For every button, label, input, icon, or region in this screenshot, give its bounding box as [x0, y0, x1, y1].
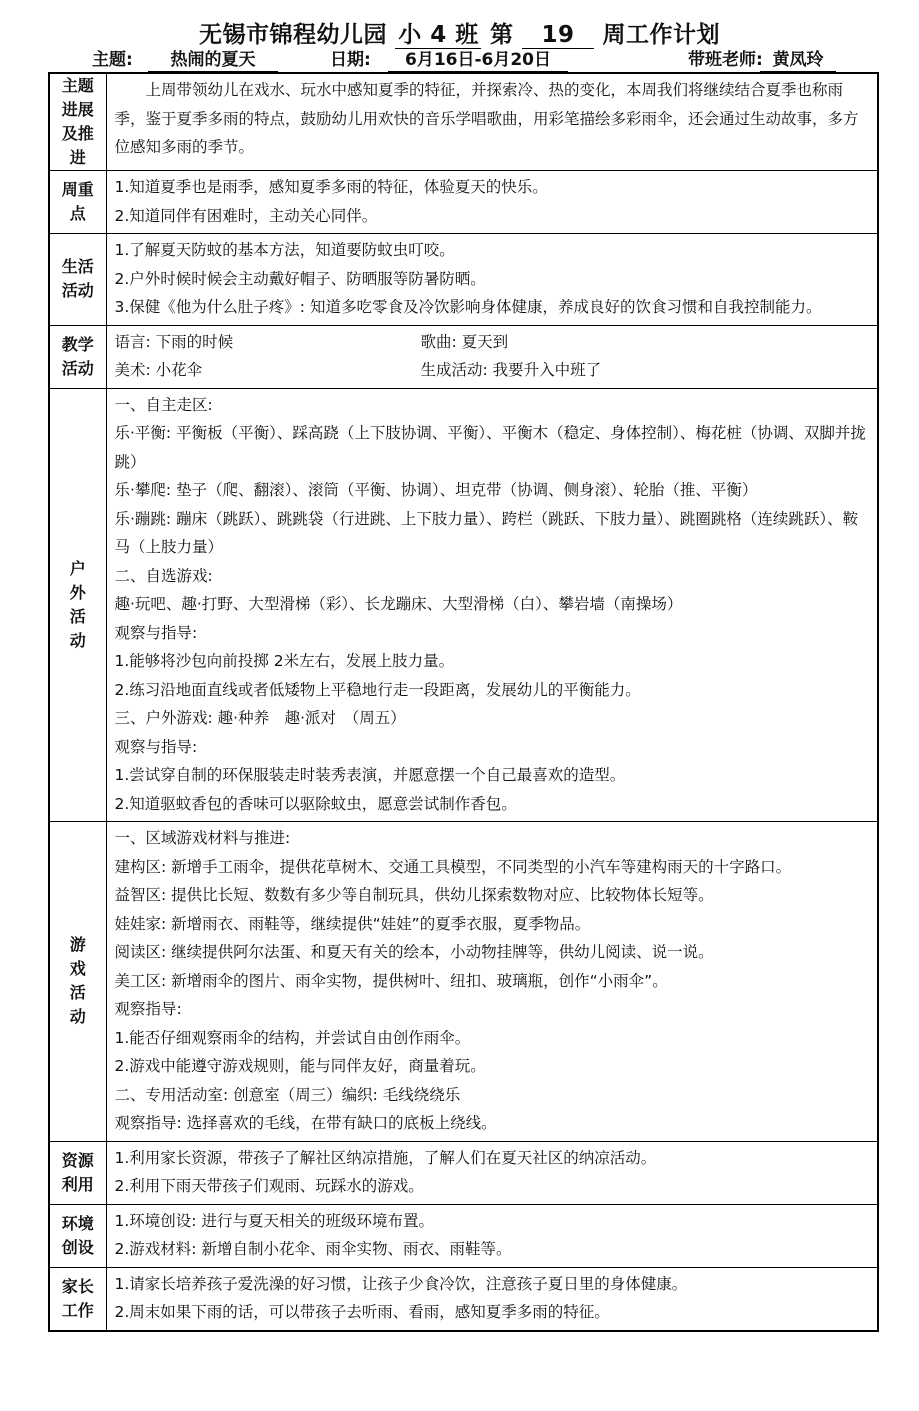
list-item: 观察指导: 选择喜欢的毛线，在带有缺口的底板上绕线。	[114, 1114, 497, 1132]
list-item: 2.周末如果下雨的话，可以带孩子去听雨、看雨，感知夏季多雨的特征。	[114, 1303, 610, 1321]
label-weekly-focus: 周重 点	[49, 171, 106, 234]
teaching-song: 歌曲: 夏天到	[420, 332, 509, 351]
list-item: 1.能够将沙包向前投掷 2米左右，发展上肢力量。	[114, 652, 455, 670]
label-life-activities: 生活 活动	[49, 234, 106, 326]
teaching-language: 语言: 下雨的时候	[114, 332, 234, 351]
list-item: 3.保健《他为什么肚子疼》: 知道多吃零食及冷饮影响身体健康，养成良好的饮食习惯和自我控制能力。	[114, 298, 822, 316]
teaching-generated: 生成活动: 我要升入中班了	[420, 361, 602, 379]
content-resource-use	[106, 1141, 878, 1204]
list-item: 观察与指导:	[114, 737, 198, 756]
label-environment-setup: 环境 创设	[49, 1204, 106, 1267]
list-item: 1.利用家长资源，带孩子了解社区纳凉措施，了解人们在夏天社区的纳凉活动。	[114, 1148, 657, 1167]
list-item: 一、自主走区:	[114, 395, 213, 414]
label-outdoor-activities: 户 外 活 动	[49, 388, 106, 822]
row-theme-progress	[49, 73, 878, 171]
label-parent-work: 家长 工作	[49, 1267, 106, 1331]
list-item: 2.游戏材料: 新增自制小花伞、雨伞实物、雨衣、雨鞋等。	[114, 1240, 512, 1258]
content-outdoor-activities	[106, 388, 878, 822]
row-weekly-focus	[49, 171, 878, 234]
list-item: 2.利用下雨天带孩子们观雨、玩踩水的游戏。	[114, 1177, 424, 1195]
list-item: 观察指导:	[114, 1000, 182, 1018]
content-weekly-focus	[106, 171, 878, 234]
list-item: 美工区: 新增雨伞的图片、雨伞实物，提供树叶、纽扣、玻璃瓶，创作“小雨伞”。	[114, 971, 668, 990]
date-label: 日期:	[330, 50, 371, 70]
week-suffix: 周工作计划	[602, 22, 721, 48]
content-theme-progress	[106, 73, 878, 171]
list-item: 乐·蹦跳: 蹦床（跳跃）、跳跳袋（行进跳、上下肢力量）、跨栏（跳跃、下肢力量）、跳圈跳格（连续跳跃）、鞍马（上肢力量）	[114, 509, 859, 556]
list-item: 乐·平衡: 平衡板（平衡）、踩高跷（上下肢协调、平衡）、平衡木（稳定、身体控制）、梅花桩（协调、双脚并拢跳）	[114, 424, 866, 471]
label-resource-use: 资源 利用	[49, 1141, 106, 1204]
list-item: 观察与指导:	[114, 623, 198, 642]
label-game-activities: 游 戏 活 动	[49, 822, 106, 1142]
row-teaching-activities	[49, 325, 878, 388]
date-value: 6月16日-6月20日	[388, 49, 568, 72]
row-game-activities	[49, 822, 878, 1142]
content-teaching-activities	[106, 325, 878, 388]
list-item: 二、专用活动室: 创意室（周三）编织: 毛线绕绕乐	[114, 1085, 461, 1104]
list-item: 1.请家长培养孩子爱洗澡的好习惯，让孩子少食冷饮，注意孩子夏日里的身体健康。	[114, 1274, 688, 1293]
row-outdoor-activities	[49, 388, 878, 822]
content-game-activities	[106, 822, 878, 1142]
list-item: 2.知道驱蚊香包的香味可以驱除蚊虫，愿意尝试制作香包。	[114, 794, 517, 813]
content-parent-work	[106, 1267, 878, 1331]
list-item: 乐·攀爬: 垫子（爬、翻滚）、滚筒（平衡、协调）、坦克带（协调、侧身滚）、轮胎（推、平衡）	[114, 481, 758, 499]
list-item: 2.游戏中能遵守游戏规则，能与同伴友好，商量着玩。	[114, 1057, 486, 1075]
list-item: 2.户外时候时候会主动戴好帽子、防晒服等防暑防晒。	[114, 269, 486, 288]
teacher-label: 带班老师:	[688, 50, 763, 70]
class-name: 小 4 班	[395, 22, 481, 49]
row-life-activities	[49, 234, 878, 326]
week-prefix: 第	[490, 22, 514, 48]
list-item: 娃娃家: 新增雨衣、雨鞋等，继续提供“娃娃”的夏季衣服，夏季物品。	[114, 914, 591, 933]
list-item: 建构区: 新增手工雨伞，提供花草树木、交通工具模型，不同类型的小汽车等建构雨天的十字路口。	[114, 857, 792, 876]
list-item: 1.尝试穿自制的环保服装走时装秀表演，并愿意摆一个自己最喜欢的造型。	[114, 766, 626, 784]
weekly-plan-table	[48, 72, 879, 1332]
list-item: 一、区域游戏材料与推进:	[114, 829, 291, 847]
teacher-value: 黄凤玲	[760, 49, 836, 72]
row-environment-setup	[49, 1204, 878, 1267]
theme-progress-text: 上周带领幼儿在戏水、玩水中感知夏季的特征，并探索冷、热的变化，本周我们将继续结合夏季也称雨季，鉴于夏季多雨的特点，鼓励幼儿用欢快的音乐学唱歌曲，用彩笔描绘多彩雨伞，还会通过生动故事，多方位感知多雨的季节。	[114, 81, 859, 156]
teaching-art: 美术: 小花伞	[114, 361, 203, 379]
content-life-activities	[106, 234, 878, 326]
plan-meta	[0, 49, 919, 71]
list-item: 1.环境创设: 进行与夏天相关的班级环境布置。	[114, 1211, 434, 1230]
theme-value: 热闹的夏天	[148, 49, 278, 72]
list-item: 二、自选游戏:	[114, 566, 213, 585]
theme-label: 主题:	[92, 50, 133, 70]
list-item: 阅读区: 继续提供阿尔法蛋、和夏天有关的绘本，小动物挂牌等，供幼儿阅读、说一说。	[114, 943, 714, 961]
label-teaching-activities: 教学 活动	[49, 325, 106, 388]
list-item: 益智区: 提供比长短、数数有多少等自制玩具，供幼儿探索数物对应、比较物体长短等。	[114, 886, 714, 904]
page-title	[0, 16, 919, 49]
row-parent-work	[49, 1267, 878, 1331]
list-item: 2.知道同伴有困难时，主动关心同伴。	[114, 206, 378, 225]
content-environment-setup	[106, 1204, 878, 1267]
row-resource-use	[49, 1141, 878, 1204]
kindergarten-name: 无锡市锦程幼儿园	[198, 22, 387, 48]
list-item: 1.知道夏季也是雨季，感知夏季多雨的特征，体验夏天的快乐。	[114, 178, 548, 196]
list-item: 1.了解夏天防蚊的基本方法，知道要防蚊虫叮咬。	[114, 241, 455, 259]
list-item: 三、户外游戏: 趣·种养 趣·派对 （周五）	[114, 709, 406, 727]
list-item: 2.练习沿地面直线或者低矮物上平稳地行走一段距离，发展幼儿的平衡能力。	[114, 680, 641, 699]
list-item: 1.能否仔细观察雨伞的结构，并尝试自由创作雨伞。	[114, 1028, 471, 1047]
label-theme-progress: 主题 进展 及推 进	[49, 73, 106, 171]
list-item: 趣·玩吧、趣·打野、大型滑梯（彩）、长龙蹦床、大型滑梯（白）、攀岩墙（南操场）	[114, 595, 683, 613]
week-number: 19	[522, 22, 594, 49]
